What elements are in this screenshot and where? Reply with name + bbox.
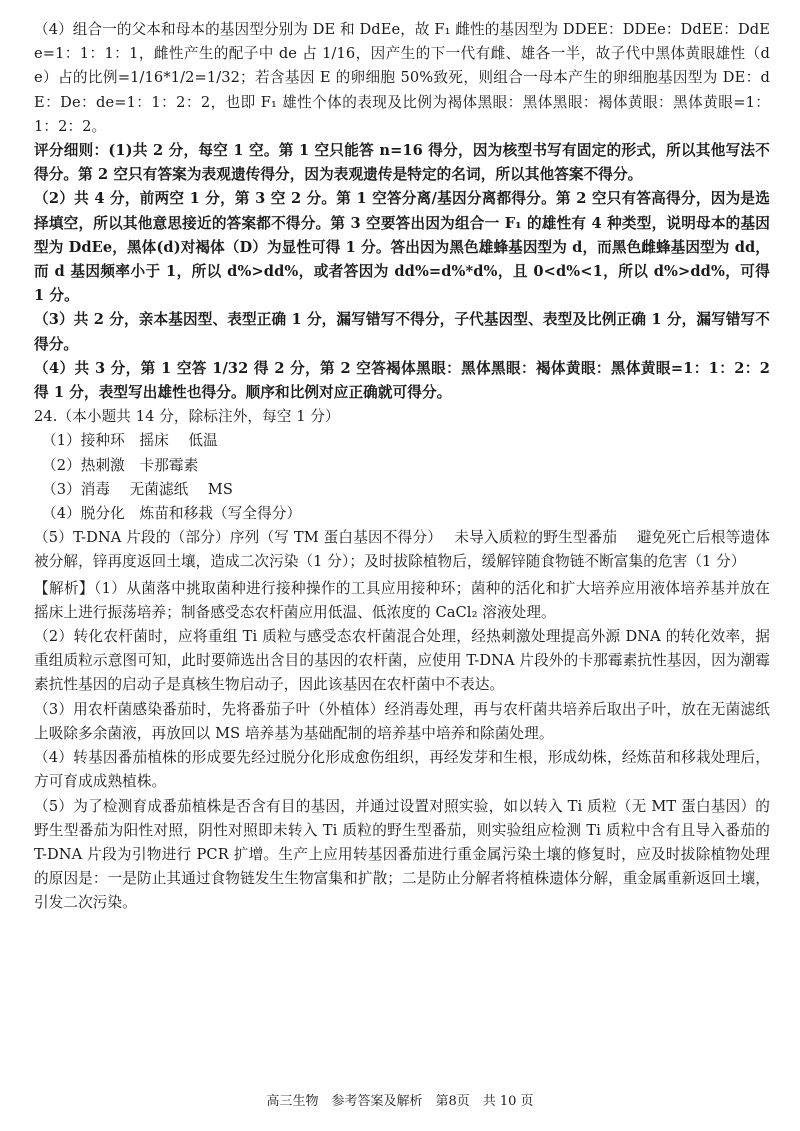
- scoring-item-3: （3）共 2 分，亲本基因型、表型正确 1 分，漏写错写不得分，子代基因型、表型及比例正确 1 分，漏写错写不得分。: [34, 311, 770, 353]
- answer-1: （1）接种环 摇床 低温: [42, 432, 218, 450]
- section4-paragraph: （4）组合一的父本和母本的基因型分别为 DE 和 DdEe，故 F₁ 雌性的基因型为 DDEE：DDEe：DdEE：DdEe=1：1：1：1，雌性产生的配子中 de 占 1/16，因产生的下一代有雌、雄各一半，故子代中黑体黄眼雄性（de）占的比例=1/16*1/2=1/32；若含基因 E 的卵细胞 50%致死，则组合一母本产生的卵细胞基因型为 DE：dE：De：de=1：1：2：2，也即 F₁ 雄性个体的表现及比例为褐体黑眼：黑体黑眼：褐体黄眼：黑体黄眼=1：1：2：2。: [34, 21, 770, 135]
- analysis-5: （5）为了检测育成番茄植株是否含有目的基因，并通过设置对照实验，如以转入 Ti 质粒（无 MT 蛋白基因）的野生型番茄为阳性对照，阴性对照即未转入 Ti 质粒的野生型番茄，则实验组应检测 Ti 质粒中含有且导入番茄的 T-DNA 片段为引物进行 PCR 扩增。生产上应用转基因番茄进行重金属污染土壤的修复时，应及时拔除植物处理的原因是：一是防止其通过食物链发生生物富集和扩散；二是防止分解者将植株遗体分解，重金属重新返回土壤，引发二次污染。: [34, 797, 770, 912]
- answer-5: （5）T-DNA 片段的（部分）序列（写 TM 蛋白基因不得分） 未导入质粒的野生型番茄 避免死亡后根等遗体被分解，锌再度返回土壤，造成二次污染（1 分）；及时拔除植物后，缓解锌随食物链不断富集的危害（1 分）: [34, 529, 770, 571]
- scoring-item-4: （4）共 3 分，第 1 空答 1/32 得 2 分，第 2 空答褐体黑眼：黑体黑眼：褐体黄眼：黑体黄眼=1：1：2：2 得 1 分，表型写出雄性也得分。顺序和比例对应正确就可得分。: [34, 359, 770, 402]
- scoring-item-2: （2）共 4 分，前两空 1 分，第 3 空 2 分。第 1 空答分离/基因分离都得分。第 2 空只有答高得分，因为是选择填空，所以其他意思接近的答案都不得分。第 3 空要答出因为组合一 F₁ 的雄性有 4 种类型，说明母本的基因型为 DdEe，黑体(d)对褐体（D）为显性可得 1 分。答出因为黑色雄蜂基因型为 d，而黑色雌蜂基因型为 dd，而 d 基因频率小于 1，所以 d%>dd%，或者答因为 dd%=d%*d%，且 0<d%<1，所以 d%>dd%，可得 1 分。: [34, 190, 770, 305]
- question-24-header: 24.（本小题共 14 分，除标注外，每空 1 分）: [34, 408, 340, 426]
- answer-4: （4）脱分化 炼苗和移栽（写全得分）: [42, 505, 302, 523]
- question-24: [34, 405, 770, 915]
- analysis-4: （4）转基因番茄植株的形成要先经过脱分化形成愈伤组织，再经发芽和生根，形成幼株，经炼苗和移栽处理后，方可育成成熟植株。: [34, 749, 770, 791]
- analysis-2: （2）转化农杆菌时，应将重组 Ti 质粒与感受态农杆菌混合处理，经热刺激处理提高外源 DNA 的转化效率，据重组质粒示意图可知，此时要筛选出含目的基因的农杆菌，应使用 T-DNA 片段外的卡那霉素抗性基因，因为潮霉素抗性基因的启动子是真核生物启动子，因此该基因在农杆菌中不表达。: [34, 628, 770, 694]
- scoring-rules: [34, 139, 770, 405]
- scoring-intro: 评分细则：(1)共 2 分，每空 1 空。第 1 空只能答 n=16 得分，因为核型书写有固定的形式，所以其他写法不得分。第 2 空只有答案为表观遗传得分，因为表观遗传是特定的名词，所以其他答案不得分。: [34, 142, 770, 184]
- answer-3: （3）消毒 无菌滤纸 MS: [42, 480, 233, 498]
- analysis-3: （3）用农杆菌感染番茄时，先将番茄子叶（外植体）经消毒处理，再与农杆菌共培养后取出子叶，放在无菌滤纸上吸除多余菌液，再放回以 MS 培养基为基础配制的培养基中培养和除菌处理。: [34, 700, 770, 742]
- analysis-1: 【解析】（1）从菌落中挑取菌种进行接种操作的工具应用接种环；菌种的活化和扩大培养应用液体培养基并放在摇床上进行振荡培养；制备感受态农杆菌应用低温、低浓度的 CaCl₂ 溶液处理。: [34, 579, 770, 621]
- page-footer: 高三生物 参考答案及解析 第8页 共 10 页: [266, 1094, 534, 1109]
- answer-2: （2）热刺激 卡那霉素: [42, 456, 199, 474]
